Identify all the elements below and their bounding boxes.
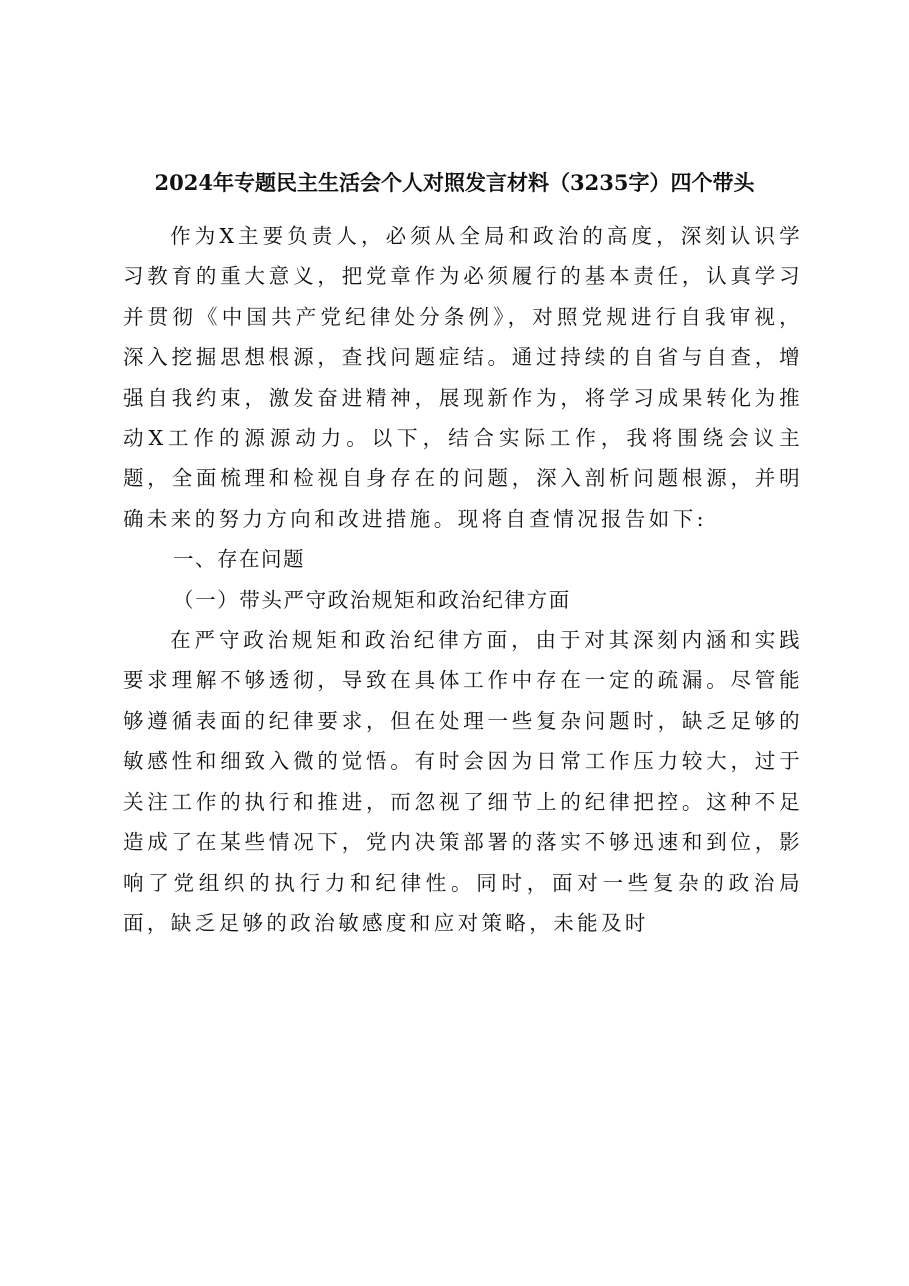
subsection-heading: （一）带头严守政治规矩和政治纪律方面 — [173, 587, 571, 612]
document-body — [123, 216, 803, 943]
document-title: 2024年专题民主生活会个人对照发言材料（3235字）四个带头 — [154, 170, 755, 195]
section-heading: 一、存在问题 — [173, 547, 305, 572]
intro-paragraph: 作为X主要负责人，必须从全局和政治的高度，深刻认识学习教育的重大意义，把党章作为必须履行的基本责任，认真学习并贯彻《中国共产党纪律处分条例》，对照党规进行自我审视，深入挖掘思想根源，查找问题症结。通过持续的自省与自查，增强自我约束，激发奋进精神，展现新作为，将学习成果转化为推动X工作的源源动力。以下，结合实际工作，我将围绕会议主题，全面梳理和检视自身存在的问题，深入剖析问题根源，并明确未来的努力方向和改进措施。现将自查情况报告如下: — [123, 224, 803, 531]
subsection-paragraph: 在严守政治规矩和政治纪律方面，由于对其深刻内涵和实践要求理解不够透彻，导致在具体工作中存在一定的疏漏。尽管能够遵循表面的纪律要求，但在处理一些复杂问题时，缺乏足够的敏感性和细致入微的觉悟。有时会因为日常工作压力较大，过于关注工作的执行和推进，而忽视了细节上的纪律把控。这种不足造成了在某些情况下，党内决策部署的落实不够迅速和到位，影响了党组织的执行力和纪律性。同时，面对一些复杂的政治局面，缺乏足够的政治敏感度和应对策略，未能及时 — [123, 628, 803, 935]
